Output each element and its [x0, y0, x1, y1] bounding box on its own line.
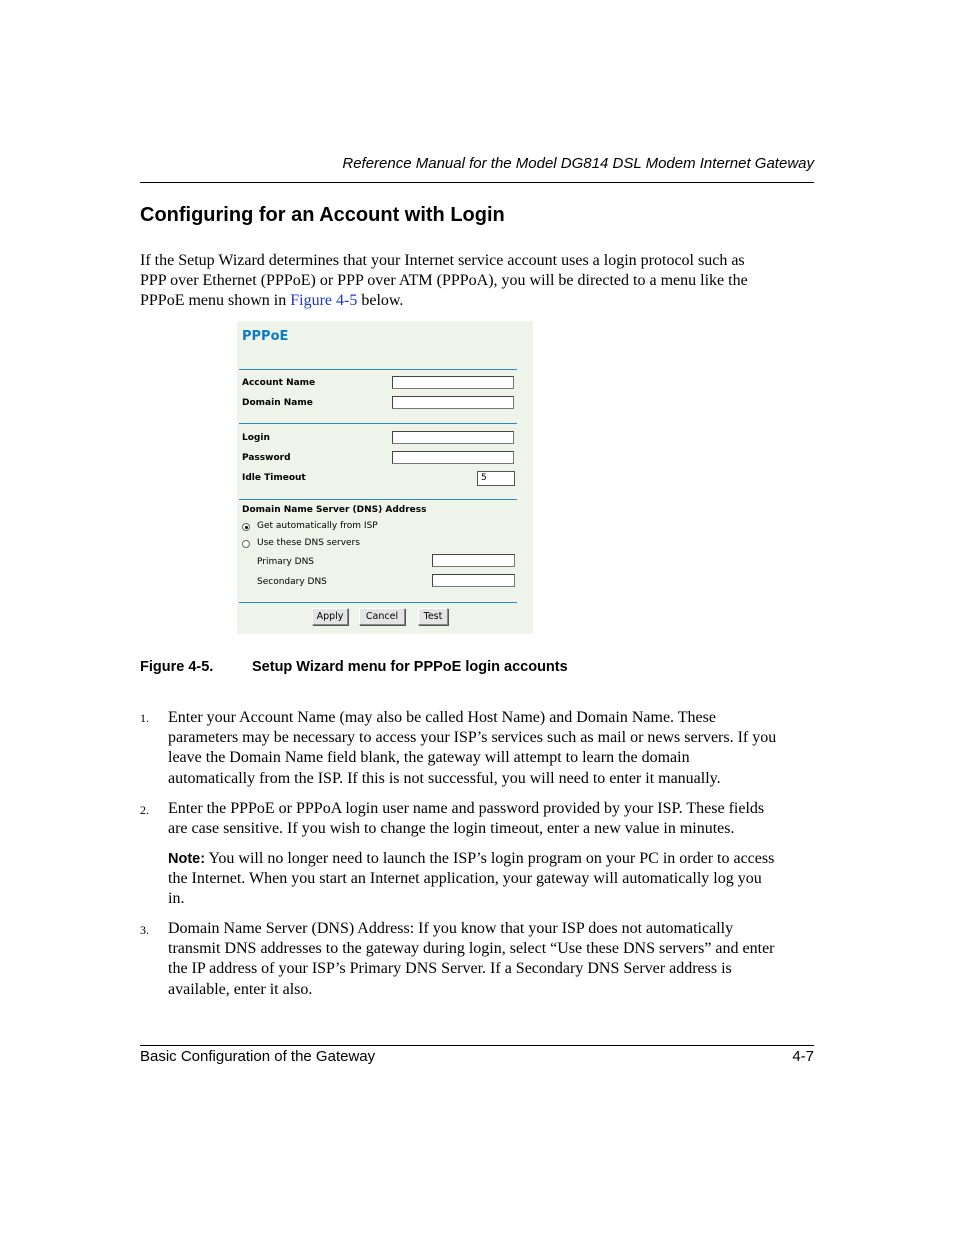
figure-caption — [140, 659, 568, 675]
primary-dns-input[interactable] — [432, 554, 515, 567]
step-3-line: transmit DNS addresses to the gateway during login, select “Use these DNS servers” and enter — [168, 940, 775, 958]
intro-line-2: PPP over Ethernet (PPPoE) or PPP over ATM (PPPoA), you will be directed to a menu like the — [140, 272, 748, 289]
form-divider — [239, 423, 517, 424]
idle-timeout-label: Idle Timeout — [242, 473, 306, 483]
test-button[interactable]: Test — [418, 608, 448, 625]
step-1-line: leave the Domain Name field blank, the gateway will attempt to learn the domain — [168, 749, 690, 767]
intro-line-3-start: PPPoE menu shown in — [140, 292, 291, 309]
footer-rule — [140, 1045, 814, 1046]
step-3-line: available, enter it also. — [168, 980, 313, 998]
running-header: Reference Manual for the Model DG814 DSL Modem Internet Gateway — [342, 155, 814, 172]
idle-timeout-input[interactable]: 5 — [477, 471, 515, 486]
step-1-line: Enter your Account Name (may also be called Host Name) and Domain Name. These — [168, 709, 716, 726]
apply-button[interactable]: Apply — [312, 608, 348, 625]
step-1-line: automatically from the ISP. If this is not successful, you will need to enter it manually. — [168, 769, 721, 787]
step-1-text — [168, 708, 814, 789]
footer-page-number: 4-7 — [792, 1048, 814, 1065]
section-title: Configuring for an Account with Login — [140, 204, 505, 226]
account-name-label: Account Name — [242, 378, 316, 388]
dns-manual-radio[interactable] — [242, 540, 250, 548]
note-line-1-text: You will no longer need to launch the ISP’s login program on your PC in order to access — [205, 850, 775, 867]
intro-paragraph — [140, 251, 814, 311]
footer-chapter-title: Basic Configuration of the Gateway — [140, 1048, 376, 1065]
header-rule — [140, 182, 814, 183]
step-3-line: the IP address of your ISP’s Primary DNS Server. If a Secondary DNS Server address is — [168, 960, 732, 978]
form-divider — [239, 369, 517, 370]
password-label: Password — [242, 453, 291, 463]
dns-section-label: Domain Name Server (DNS) Address — [242, 505, 427, 515]
note-block — [168, 849, 814, 910]
dns-auto-radio[interactable] — [242, 523, 250, 531]
dns-manual-radio-label: Use these DNS servers — [257, 538, 360, 548]
form-divider — [239, 602, 517, 603]
step-3-number: 3. — [140, 923, 149, 937]
password-input[interactable] — [392, 451, 514, 464]
figure-number: Figure 4-5. — [140, 659, 214, 675]
step-2-line: are case sensitive. If you wish to change the login timeout, enter a new value in minutes. — [168, 820, 735, 838]
intro-line-3-end: below. — [357, 292, 404, 309]
step-1-line: parameters may be necessary to access your ISP’s services such as mail or news servers. If you — [168, 729, 777, 747]
intro-line-1: If the Setup Wizard determines that your Internet service account uses a login protocol such as — [140, 252, 745, 269]
figure-caption-text: Setup Wizard menu for PPPoE login accounts — [252, 659, 568, 675]
domain-name-input[interactable] — [392, 396, 514, 409]
step-2-line: Enter the PPPoE or PPPoA login user name and password provided by your ISP. These fields — [168, 800, 765, 817]
note-line-2: the Internet. When you start an Internet application, your gateway will automatically log you — [168, 870, 762, 888]
form-divider — [239, 499, 517, 500]
intro-line-3 — [140, 291, 814, 311]
pppoe-form-screenshot — [237, 321, 533, 634]
step-3-text — [168, 919, 814, 1000]
login-label: Login — [242, 433, 270, 443]
secondary-dns-input[interactable] — [432, 574, 515, 587]
primary-dns-label: Primary DNS — [257, 557, 315, 567]
note-label: Note: — [168, 851, 206, 867]
dns-auto-radio-label: Get automatically from ISP — [257, 521, 378, 531]
cancel-button[interactable]: Cancel — [359, 608, 405, 625]
secondary-dns-label: Secondary DNS — [257, 577, 327, 587]
login-input[interactable] — [392, 431, 514, 444]
note-line-3: in. — [168, 890, 185, 908]
step-2-text — [168, 799, 814, 839]
figure-link[interactable]: Figure 4-5 — [290, 292, 358, 309]
pppoe-form-title: PPPoE — [242, 329, 289, 344]
step-2-number: 2. — [140, 803, 149, 817]
step-3-line: Domain Name Server (DNS) Address: If you know that your ISP does not automatically — [168, 920, 734, 937]
account-name-input[interactable] — [392, 376, 514, 389]
domain-name-label: Domain Name — [242, 398, 313, 408]
step-1-number: 1. — [140, 711, 149, 725]
note-line-1 — [168, 849, 814, 869]
